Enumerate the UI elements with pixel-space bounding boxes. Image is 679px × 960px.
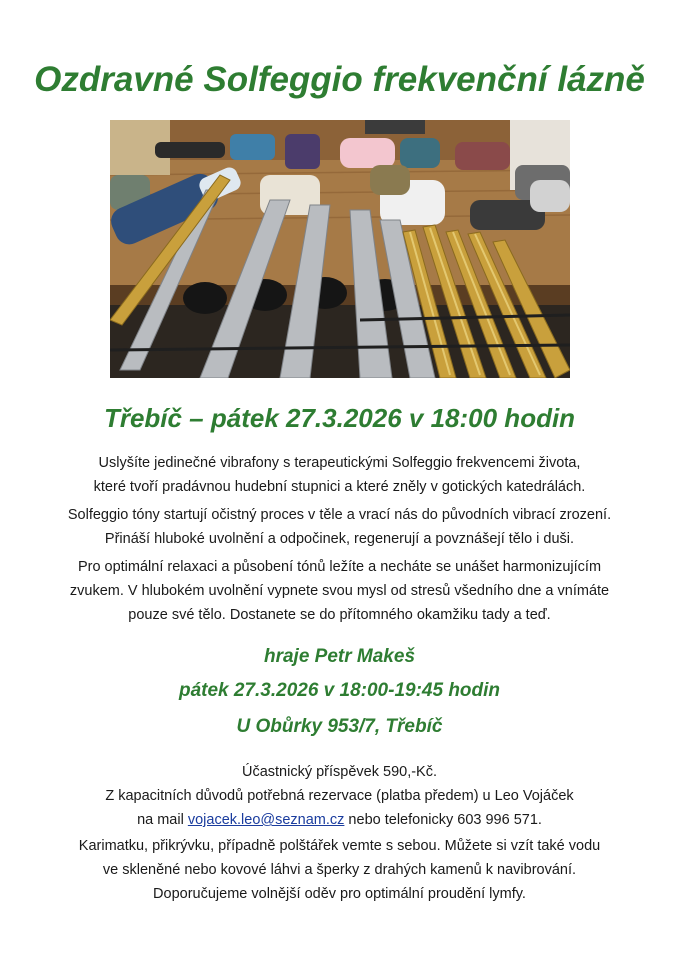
notes-line-2: ve skleněné nebo kovové láhvi a šperky z drahých kamenů k navibrování. [102, 862, 577, 878]
effects-line-2: Přináší hluboké uvolnění a odpočinek, regenerují a povznášejí tělo i duši. [104, 531, 575, 547]
intro-paragraph [30, 451, 649, 499]
page-title: Ozdravné Solfeggio frekvenční lázně [34, 60, 645, 99]
event-datetime: pátek 27.3.2026 v 18:00-19:45 hodin [178, 680, 501, 701]
reservation-info [30, 760, 649, 832]
notes-line-3: Doporučujeme volnější oděv pro optimální proudění lymfy. [153, 886, 526, 902]
notes-paragraph [30, 834, 649, 906]
relaxation-line-1: Pro optimální relaxaci a působení tónů ležíte a necháte se unášet harmonizujícím [77, 559, 602, 575]
fee-text: Účastnický příspěvek 590,-Kč. [241, 764, 438, 780]
email-link[interactable]: vojacek.leo@seznam.cz [187, 812, 345, 828]
notes-line-1: Karimatku, přikrývku, případně polštářek vemte s sebou. Můžete si vzít také vodu [78, 838, 601, 854]
mail-prefix: na mail [137, 812, 188, 828]
performer: hraje Petr Makeš [263, 646, 416, 667]
phone-text: nebo telefonicky 603 996 571. [344, 812, 542, 828]
relaxation-paragraph [30, 555, 649, 627]
relaxation-line-2: zvukem. V hlubokém uvolnění vypnete svou mysl od stresů všedního dne a vnímáte [69, 583, 610, 599]
relaxation-line-3: pouze své tělo. Dostanete se do přítomného okamžiku tady a teď. [128, 607, 551, 623]
event-photo [110, 120, 570, 378]
intro-line-2: které tvoří pradávnou hudební stupnici a které zněly v gotických katedrálách. [93, 479, 586, 495]
reservation-text: Z kapacitních důvodů potřebná rezervace (platba předem) u Leo Vojáček [105, 788, 574, 804]
effects-paragraph [30, 503, 649, 551]
effects-line-1: Solfeggio tóny startují očistný proces v těle a vrací nás do původních vibrací zrození. [67, 507, 612, 523]
event-headline: Třebíč – pátek 27.3.2026 v 18:00 hodin [103, 403, 576, 433]
event-venue: U Obůrky 953/7, Třebíč [236, 716, 443, 737]
intro-line-1: Uslyšíte jedinečné vibrafony s terapeutickými Solfeggio frekvencemi života, [98, 455, 581, 471]
